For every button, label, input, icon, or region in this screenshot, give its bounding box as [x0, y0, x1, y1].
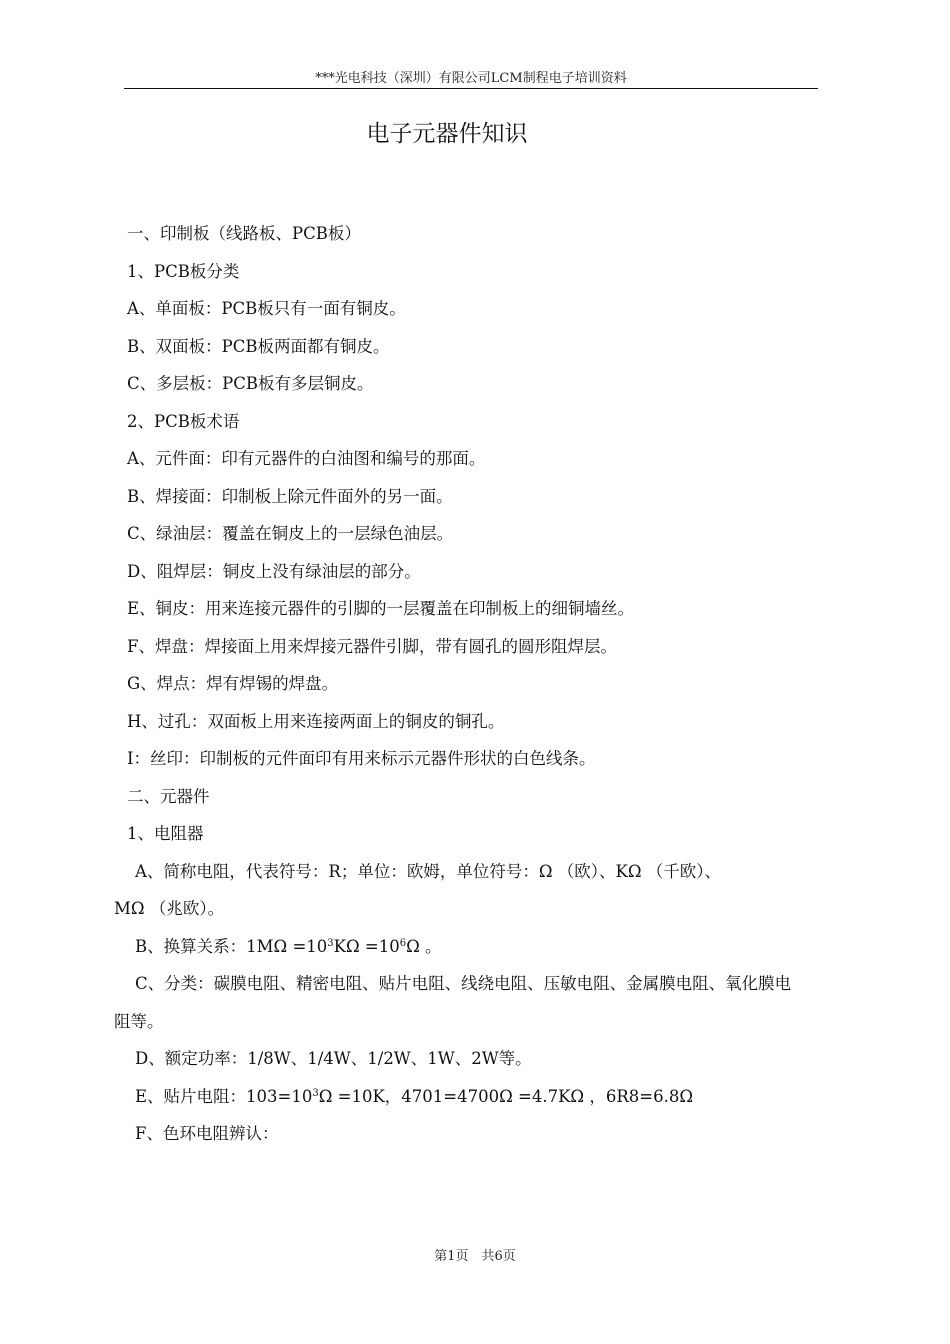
smd-part-1: E、贴片电阻：103=10: [135, 1086, 313, 1106]
paragraph-conversion: [127, 928, 897, 966]
paragraph-color-band: F、色环电阻辨认：: [135, 1124, 279, 1143]
paragraph-classification-cont: 阻等。: [114, 1011, 164, 1031]
section-heading-components: 二、元器件: [127, 786, 210, 806]
paragraph-solder-side: B、焊接面：印制板上除元件面外的另一面。: [127, 486, 453, 506]
paragraph-rated-power: D、额定功率：1/8W、1/4W、1/2W、1W、2W等。: [135, 1049, 532, 1068]
paragraph-pad: F、焊盘：焊接面上用来焊接元器件引脚，带有圆孔的圆形阻焊层。: [127, 636, 617, 656]
paragraph-resistor-intro-cont: MΩ （兆欧）。: [114, 899, 225, 918]
paragraph-smd-resistor: [127, 1078, 897, 1116]
page-number: 第1页 共6页: [434, 1249, 516, 1264]
page-header: [124, 70, 818, 88]
conversion-part-1: B、换算关系：1MΩ =10: [135, 936, 328, 956]
page-footer: [0, 1248, 950, 1266]
paragraph-single-sided: A、单面板：PCB板只有一面有铜皮。: [127, 299, 406, 318]
smd-part-2: Ω =10K，4701=4700Ω =4.7KΩ ，6R8=6.8Ω: [318, 1086, 694, 1106]
paragraph-silkscreen: I：丝印：印制板的元件面印有用来标示元器件形状的白色线条。: [127, 749, 596, 768]
paragraph-via: H、过孔：双面板上用来连接两面上的铜皮的铜孔。: [127, 711, 505, 731]
smd-exponent-1: 3: [312, 1087, 319, 1099]
conversion-part-2: KΩ =10: [333, 936, 400, 956]
document-title: 电子元器件知识: [366, 121, 528, 147]
document-body: [114, 215, 897, 1153]
conversion-exponent-1: 3: [327, 937, 334, 949]
conversion-part-3: Ω 。: [406, 936, 442, 956]
paragraph-copper: E、铜皮：用来连接元器件的引脚的一层覆盖在印制板上的细铜墙丝。: [127, 599, 635, 618]
subheading-resistor: 1、电阻器: [127, 824, 204, 843]
subheading-pcb-terms: 2、PCB板术语: [127, 411, 240, 431]
paragraph-solder-mask: D、阻焊层：铜皮上没有绿油层的部分。: [127, 561, 421, 581]
paragraph-resistor-intro: A、简称电阻，代表符号：R；单位：欧姆，单位符号：Ω （欧）、KΩ （千欧）、: [135, 861, 722, 881]
paragraph-classification: C、分类：碳膜电阻、精密电阻、贴片电阻、线绕电阻、压敏电阻、金属膜电阻、氧化膜电: [135, 974, 792, 993]
section-heading-pcb: 一、印制板（线路板、PCB板）: [127, 224, 361, 243]
paragraph-solder-joint: G、焊点：焊有焊锡的焊盘。: [127, 674, 339, 693]
header-text: ***光电科技（深圳）有限公司LCM制程电子培训资料: [315, 71, 627, 86]
paragraph-component-side: A、元件面：印有元器件的白油图和编号的那面。: [127, 449, 486, 468]
conversion-exponent-2: 6: [399, 937, 407, 949]
paragraph-green-oil: C、绿油层：覆盖在铜皮上的一层绿色油层。: [127, 524, 454, 543]
paragraph-multilayer: C、多层板：PCB板有多层铜皮。: [127, 374, 374, 393]
subheading-pcb-types: 1、PCB板分类: [127, 261, 240, 281]
header-rule: [124, 88, 818, 89]
paragraph-double-sided: B、双面板：PCB板两面都有铜皮。: [127, 336, 390, 356]
